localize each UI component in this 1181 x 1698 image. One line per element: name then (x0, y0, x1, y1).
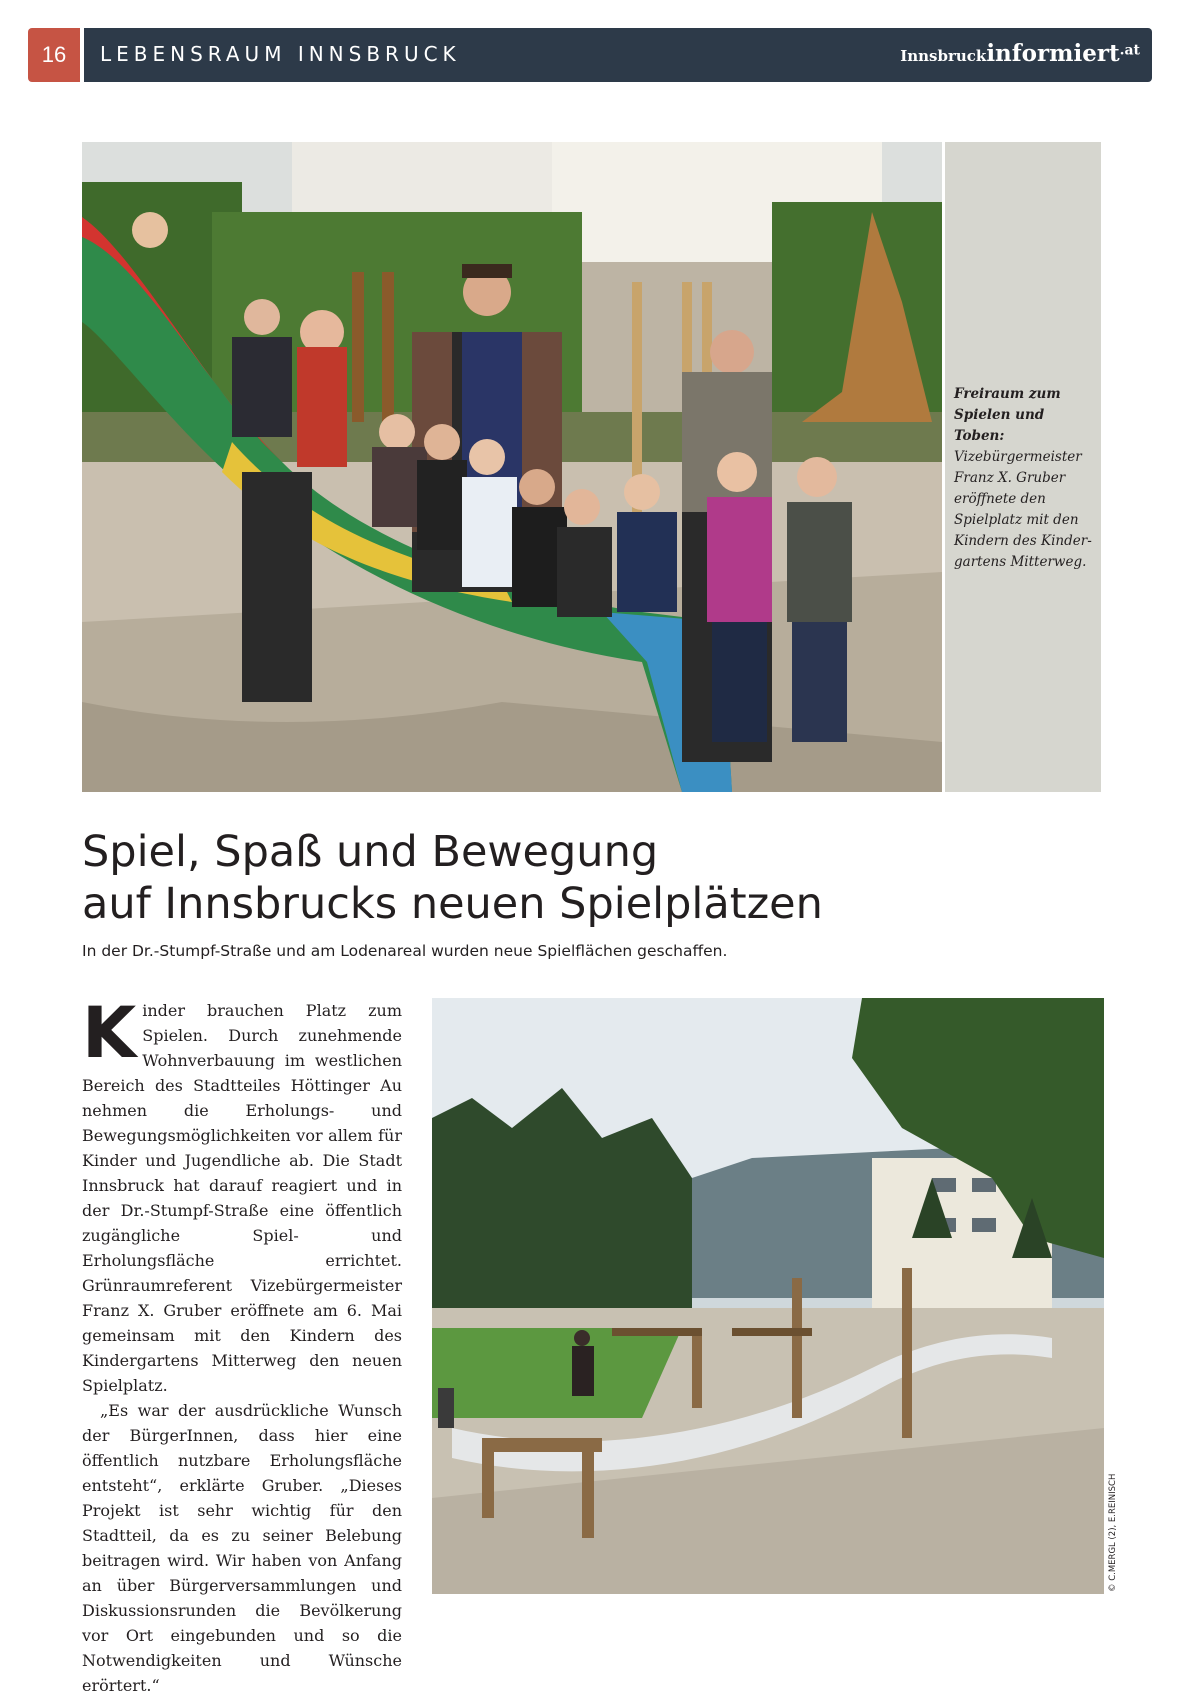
article-headline (82, 826, 982, 930)
section-title: LEBENSRAUM INNSBRUCK (100, 42, 461, 66)
photo-credit: © C.MERGL (2), E.REINISCH (1108, 1473, 1118, 1592)
headline-line-1: Spiel, Spaß und Bewegung (82, 827, 659, 877)
body-paragraph-1: Kinder brauchen Platz zum Spielen. Durch zunehmende Wohnverbauung im westlichen Bereich des Stadtteiles Höttinger Au nehmen die Erholungs- und Bewegungsmöglichkeiten vor allem für Kinder und Jugendliche ab. Die Stadt Innsbruck hat darauf reagiert und in der Dr.-Stumpf-Straße eine öffentlich zugängliche Spiel- und Erholungsfläche errichtet. Grünraumreferent Vizebürgermeister Franz X. Gruber eröffnete am 6. Mai gemeinsam mit den Kindern des Kindergartens Mitterweg den neuen Spielplatz. (82, 992, 402, 1395)
top-photo-children-playground (82, 142, 942, 792)
body-paragraph-2: „Es war der ausdrückliche Wunsch der BürgerInnen, dass hier eine öffentlich nutzbare Erholungsfläche entsteht“, erklärte Gruber. „Dieses Projekt ist sehr wichtig für den Stadtteil, da es zu seiner Belebung beitragen wird. Wir haben von Anfang an über Bürgerversammlungen und Diskussionsrunden die Bevölkerung vor Ort eingebunden und so die Notwendigkeiten und Wünsche erörtert.“ (82, 1401, 402, 1695)
headline-line-2: auf Innsbrucks neuen Spielplätzen (82, 879, 823, 929)
bottom-photo-playground (432, 998, 1104, 1594)
section-bar (84, 28, 1152, 82)
caption-text: Vizebürgermeister Franz X. Gruber eröffnete den Spielplatz mit den Kindern des Kindergartens Mitterweg. (954, 449, 1092, 570)
page-header (28, 28, 1152, 82)
brand-logo: Innsbruckinformiert.at (900, 40, 1140, 67)
article-subheadline: In der Dr.-Stumpf-Straße und am Lodenareal wurden neue Spielflächen geschaffen. (82, 942, 728, 960)
article-body (82, 992, 402, 1698)
dropcap: K (82, 992, 137, 1074)
photo-caption (954, 384, 1096, 573)
caption-title: Freiraum zum Spielen und Toben: (954, 386, 1061, 444)
photo-caption-box (945, 142, 1101, 792)
page-number: 16 (28, 28, 80, 82)
